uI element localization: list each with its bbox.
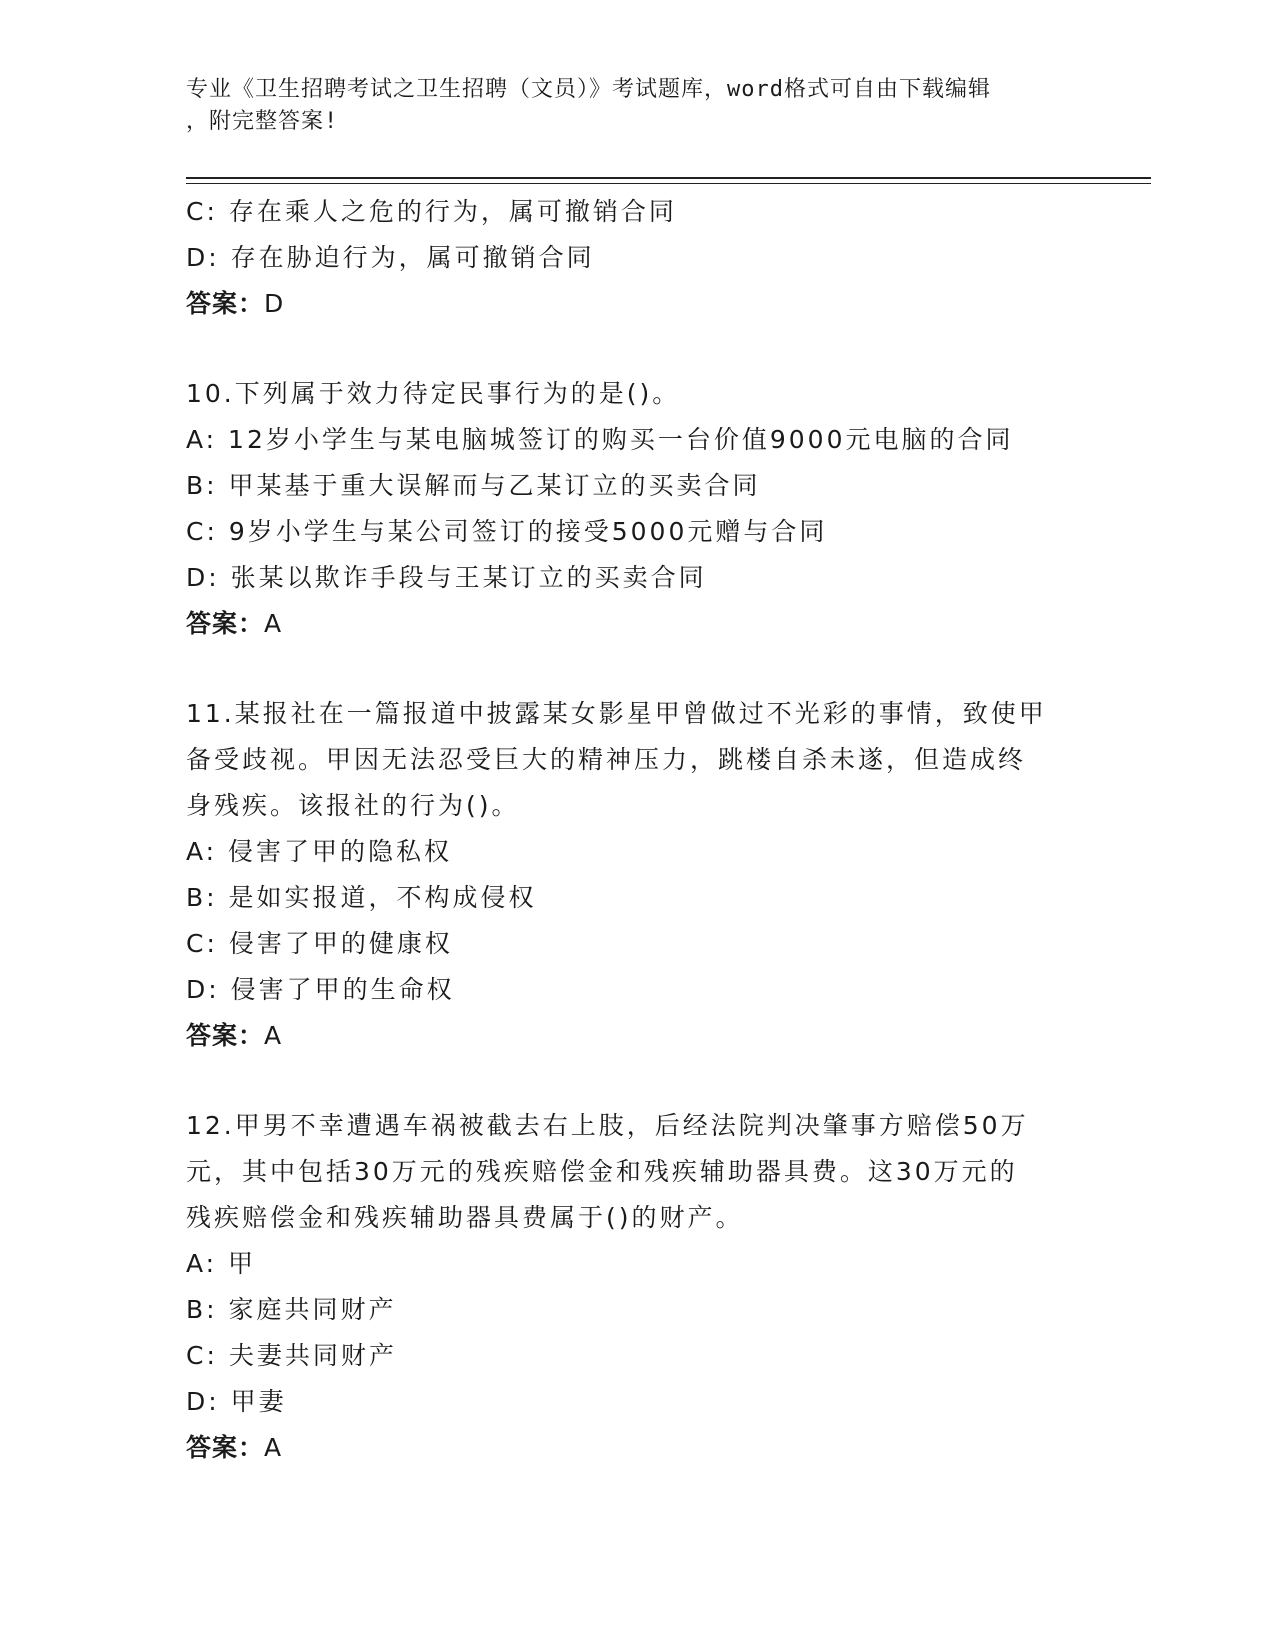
option-c: C: 9岁小学生与某公司签订的接受5000元赠与合同 [186, 517, 828, 546]
question-11 [186, 691, 1106, 1059]
option-d: D: 存在胁迫行为，属可撤销合同 [186, 243, 595, 272]
answer-line [186, 281, 1106, 327]
spacer [186, 647, 1106, 691]
question-stem-line-3: 残疾赔偿金和残疾辅助器具费属于()的财产。 [186, 1203, 744, 1232]
option-b: B: 家庭共同财产 [186, 1295, 397, 1324]
answer-label: 答案： [186, 289, 265, 318]
question-12 [186, 1103, 1106, 1471]
question-stem-line-1: 11.某报社在一篇报道中披露某女影星甲曾做过不光彩的事情，致使甲 [186, 699, 1047, 728]
spacer [186, 1059, 1106, 1103]
answer-value: D [264, 289, 285, 318]
option-c: C: 夫妻共同财产 [186, 1341, 397, 1370]
option-c: C: 存在乘人之危的行为，属可撤销合同 [186, 197, 677, 226]
option-a: A: 侵害了甲的隐私权 [186, 837, 453, 866]
page-header [186, 74, 1066, 138]
header-line-1: 专业《卫生招聘考试之卫生招聘（文员）》考试题库，word格式可自由下载编辑 [186, 77, 991, 102]
question-stem-line-2: 元，其中包括30万元的残疾赔偿金和残疾辅助器具费。这30万元的 [186, 1157, 1018, 1186]
option-d: D: 侵害了甲的生命权 [186, 975, 455, 1004]
option-b: B: 是如实报道，不构成侵权 [186, 883, 537, 912]
answer-value: A [264, 1433, 283, 1462]
question-stem-line-3: 身残疾。该报社的行为()。 [186, 791, 520, 820]
question-stem: 10.下列属于效力待定民事行为的是()。 [186, 379, 681, 408]
option-d: D: 甲妻 [186, 1387, 287, 1416]
answer-line [186, 601, 1106, 647]
option-a: A: 12岁小学生与某电脑城签订的购买一台价值9000元电脑的合同 [186, 425, 1014, 454]
header-line-2: ，附完整答案! [186, 109, 339, 134]
header-divider-thick [186, 177, 1151, 179]
answer-line [186, 1013, 1106, 1059]
question-9-remainder [186, 189, 1106, 327]
header-divider-thin [186, 183, 1151, 184]
question-stem-line-1: 12.甲男不幸遭遇车祸被截去右上肢，后经法院判决肇事方赔偿50万 [186, 1111, 1029, 1140]
option-a: A: 甲 [186, 1249, 257, 1278]
answer-label: 答案： [186, 1021, 265, 1050]
question-10 [186, 371, 1106, 647]
question-stem-line-2: 备受歧视。甲因无法忍受巨大的精神压力，跳楼自杀未遂，但造成终 [186, 745, 1027, 774]
answer-label: 答案： [186, 1433, 265, 1462]
question-list [186, 189, 1106, 1471]
answer-value: A [264, 609, 283, 638]
option-d: D: 张某以欺诈手段与王某订立的买卖合同 [186, 563, 707, 592]
option-c: C: 侵害了甲的健康权 [186, 929, 453, 958]
option-b: B: 甲某基于重大误解而与乙某订立的买卖合同 [186, 471, 761, 500]
answer-line [186, 1425, 1106, 1471]
spacer [186, 327, 1106, 371]
answer-value: A [264, 1021, 283, 1050]
answer-label: 答案： [186, 609, 265, 638]
